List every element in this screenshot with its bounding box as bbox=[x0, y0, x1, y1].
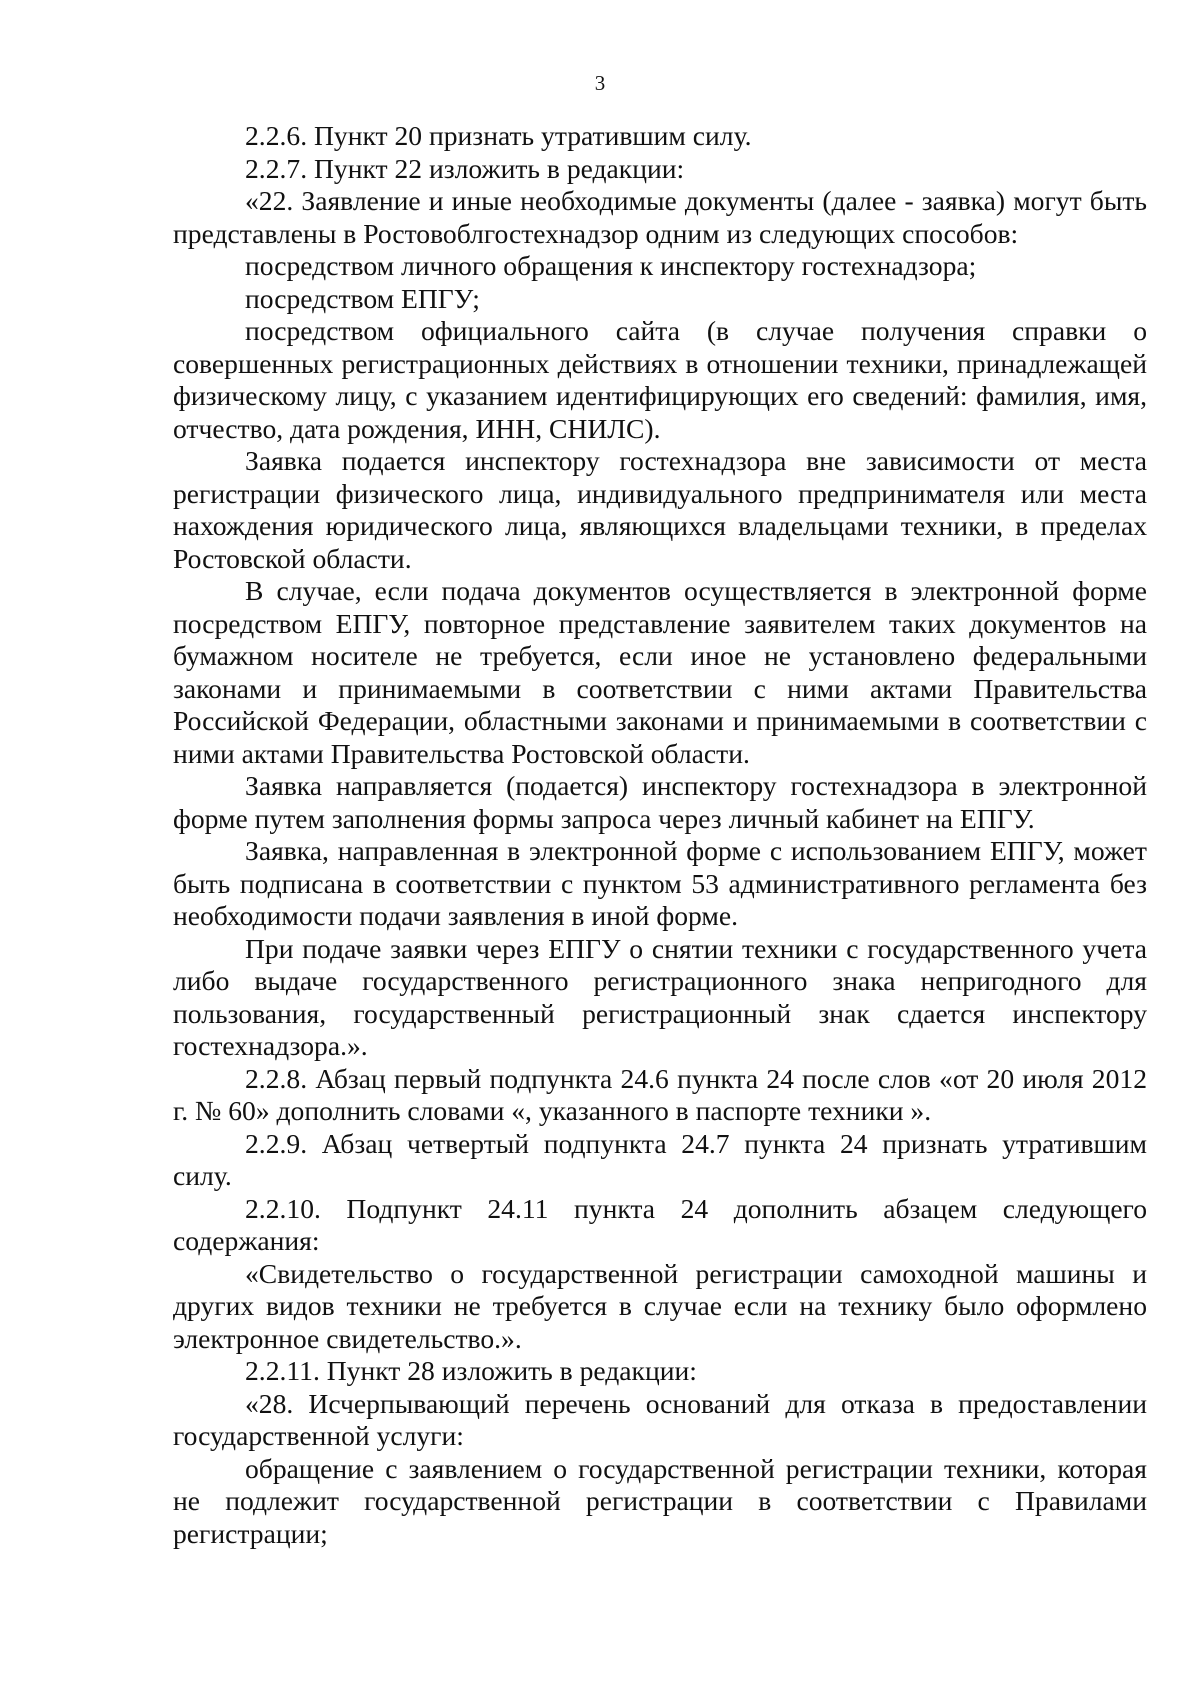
paragraph-refusal-ground: обращение с заявлением о государственной регистрации техники, которая не подлежит государственной регистрации в соответствии с Правилами регистрации; bbox=[173, 1452, 1147, 1549]
paragraph-2-2-9: 2.2.9. Абзац четвертый подпункта 24.7 пункта 24 признать утратившим силу. bbox=[173, 1127, 1147, 1191]
page-number: 3 bbox=[594, 71, 606, 95]
paragraph-electronic-submission: В случае, если подача документов осуществляется в электронной форме посредством ЕПГУ, повторное представление заявителем таких документов на бумажном носителе не требуется, если иное не установлено федеральными законами и принимаемыми в соответствии с ними актами Правительства Российской Федерации, областными законами и принимаемыми в соответствии с ними актами Правительства Ростовской области. bbox=[173, 575, 1147, 769]
paragraph-deregistration: При подаче заявки через ЕПГУ о снятии техники с государственного учета либо выдаче государственного регистрационного знака непригодного для пользования, государственный регистрационный знак сдается инспектору гостехнадзора.». bbox=[173, 932, 1147, 1061]
paragraph-2-2-7: 2.2.7. Пункт 22 изложить в редакции: bbox=[245, 152, 685, 184]
paragraph-application-sent: Заявка направляется (подается) инспектору гостехнадзора в электронной форме путем заполнения формы запроса через личный кабинет на ЕПГУ. bbox=[173, 770, 1147, 834]
paragraph-certificate: «Свидетельство о государственной регистрации самоходной машины и других видов техники не требуется в случае если на технику было оформлено электронное свидетельство.». bbox=[173, 1257, 1147, 1354]
paragraph-2-2-11: 2.2.11. Пункт 28 изложить в редакции: bbox=[245, 1355, 697, 1386]
paragraph-method-website: посредством официального сайта (в случае получения справки о совершенных регистрационных действиях в отношении техники, принадлежащей физическому лицу, с указанием идентифицирующих его сведений: фамилия, имя, отчество, дата рождения, ИНН, СНИЛС). bbox=[173, 315, 1147, 444]
paragraph-application-location: Заявка подается инспектору гостехнадзора вне зависимости от места регистрации физического лица, индивидуального предпринимателя или места нахождения юридического лица, являющихся владельцами техники, в пределах Ростовской области. bbox=[173, 445, 1147, 574]
document-body bbox=[173, 120, 1147, 1550]
paragraph-item-28: «28. Исчерпывающий перечень оснований для отказа в предоставлении государственной услуги: bbox=[173, 1387, 1147, 1451]
paragraph-2-2-8: 2.2.8. Абзац первый подпункта 24.6 пункта 24 после слов «от 20 июля 2012 г. № 60» дополнить словами «, указанного в паспорте техники ». bbox=[173, 1062, 1147, 1126]
paragraph-method-epgu: посредством ЕПГУ; bbox=[245, 282, 480, 314]
paragraph-2-2-6: 2.2.6. Пункт 20 признать утратившим силу. bbox=[245, 120, 752, 151]
paragraph-2-2-10: 2.2.10. Подпункт 24.11 пункта 24 дополнить абзацем следующего содержания: bbox=[173, 1192, 1147, 1256]
paragraph-item-22: «22. Заявление и иные необходимые документы (далее - заявка) могут быть представлены в Ростовоблгостехнадзор одним из следующих способов: bbox=[173, 185, 1147, 249]
paragraph-application-signed: Заявка, направленная в электронной форме с использованием ЕПГУ, может быть подписана в соответствии с пунктом 53 административного регламента без необходимости подачи заявления в иной форме. bbox=[173, 835, 1147, 931]
paragraph-method-personal: посредством личного обращения к инспектору гостехнадзора; bbox=[245, 250, 977, 281]
